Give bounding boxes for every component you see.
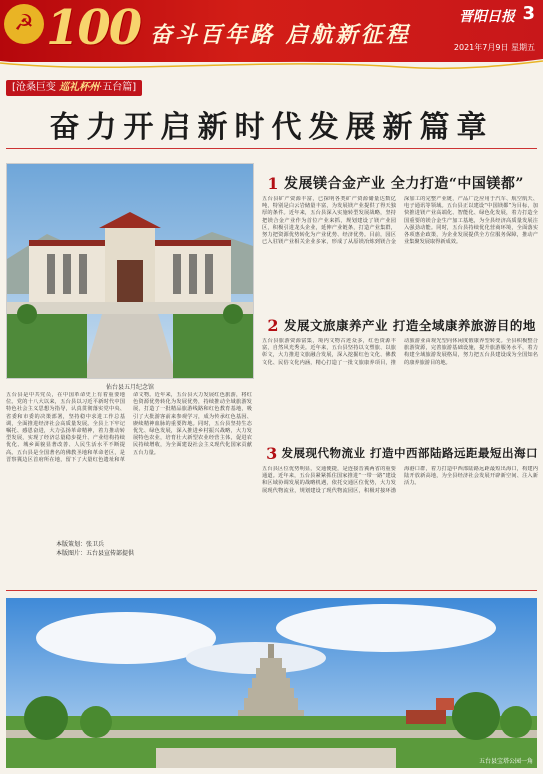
- page-number: 3: [522, 3, 535, 24]
- section-1-number: 1: [267, 173, 279, 193]
- banner-slogan: 奋斗百年路 启航新征程: [150, 23, 411, 48]
- column-tag: [6, 80, 142, 96]
- byline-photo-credit: 本版图片：五台县宣传部提供: [56, 550, 135, 557]
- memorial-hall-photo: [6, 163, 254, 379]
- section-2-body: 五台县旅游资源富集，境内文物古迹众多，红色资源丰富，自然风光秀美。近年来，五台县坚持以文塑旅、以旅彰文，大力推进文旅融合发展，深入挖掘红色文化、佛教文化、民俗文化内涵，精心打造了一批文旅康养项目，推动旅游业由观光型向休闲度假康养型转变。全县积极整合旅游资源，完善旅游基础设施，提升旅游服务水平，着力构建全域旅游发展格局，努力把五台县建设成为全国知名的康养旅游目的地。: [262, 338, 538, 366]
- section-2-heading: 发展文旅康养产业 打造全域康养旅游目的地: [284, 318, 536, 333]
- section-1-title: [262, 170, 538, 196]
- bottom-rule: [6, 590, 537, 591]
- masthead-banner: [0, 0, 543, 62]
- headline-rule: [6, 148, 537, 149]
- section-1: [262, 170, 538, 306]
- column-tag-name: 巡礼杯州: [59, 82, 100, 93]
- section-1-body: 五台县矿产资源丰富，已探明各类矿产资源储量达数亿吨，特别是白云岩储量丰富，为发展镁产业提供了得天独厚的条件。近年来，五台县深入实施转型发展战略，坚持把镁合金产业作为首位产业来抓，规划建设了镁产业园区，积极引进龙头企业，延伸产业链条，打造产业集群，努力把资源优势转化为产业优势、经济优势。目前，园区已入驻镁产业相关企业多家，形成了从原镁冶炼到镁合金深加工的完整产业链，产品广泛应用于汽车、航空航天、电子通讯等领域。五台县正以建设“中国镁都”为目标，加快推进镁产业高端化、智能化、绿色化发展，着力打造全国重要的镁合金生产加工基地，为全县经济高质量发展注入强劲动能。同时，五台县持续优化营商环境，全面落实各项惠企政策，为企业发展提供全方位服务保障，推动产业集聚发展取得新成效。: [262, 196, 538, 246]
- section-2: [262, 312, 538, 438]
- column-tag-prefix: [沧桑巨变: [12, 82, 60, 93]
- photo1-caption: 佑台县五月纪念馆: [106, 384, 155, 391]
- byline-editor: 本版策划：张卫兵: [56, 541, 105, 548]
- bottom-photo-caption: 五台县宝塔公园一角: [478, 758, 533, 765]
- pagoda-park-photo: [6, 598, 537, 768]
- banner-wave-decoration: [0, 55, 543, 73]
- section-3: [262, 440, 538, 584]
- main-article-body: 五台县是中共党员，在中国革命史上有着重要地位。党的十八大以来，五台县以习近平新时代中国特色社会主义思想为指导，认真贯彻落实党中央、省委和市委的决策部署，坚持稳中求进工作总基调，全面推进经济社会高质量发展。全县上下牢记嘱托、感恩奋进，大力弘扬革命精神，着力推动转型发展，实现了经济总量稳步提升、产业结构持续优化、城乡面貌显著改善、人民生活水平不断提高。五台县是全国著名的佛教圣地和革命老区，是晋察冀边区首府所在地，留下了大量红色遗址和革命文物。近年来，五台县大力发展红色旅游，将红色资源优势转化为发展优势，持续推动全域旅游发展，打造了一批精品旅游线路和红色教育基地，吸引了大批游客前来参观学习，成为传承红色基因、赓续精神血脉的重要阵地。同时，五台县坚持生态优先、绿色发展，深入推进乡村振兴战略，大力发展特色农业，培育壮大新型农业经营主体，促进农民持续增收，为全面建设社会主义现代化国家贡献五台力量。: [6, 392, 252, 463]
- section-3-heading: 发展现代物流业 打造中西部陆路远距最短出海口: [281, 446, 538, 460]
- section-3-body: 五台县区位优势明显，交通便捷，是连接晋冀两省的重要通道。近年来，五台县紧紧抓住国家推进“一带一路”建设和区域协调发展的战略机遇，依托交通区位优势，大力发展现代物流业，规划建设了现代物流园区，积极对接环渤海港口群，着力打造中西部陆路远距最短出海口，构建内陆开放新高地，为全县经济社会发展开辟新空间、注入新活力。: [262, 466, 538, 494]
- byline: [56, 540, 134, 558]
- section-1-heading: 发展镁合金产业 全力打造“中国镁都”: [284, 176, 524, 192]
- section-2-number: 2: [267, 315, 279, 335]
- page-headline: 奋力开启新时代发展新篇章: [49, 110, 494, 145]
- centennial-logo: 100: [46, 0, 141, 56]
- column-tag-suffix: ·五台篇]: [99, 82, 137, 93]
- dateline: 2021年7月9日 星期五: [453, 43, 535, 52]
- section-3-title: [262, 440, 538, 466]
- section-2-title: [262, 312, 538, 338]
- newspaper-name: 晋阳日报: [459, 9, 515, 25]
- section-3-number: 3: [266, 443, 278, 463]
- party-emblem-icon: ☭: [4, 4, 44, 44]
